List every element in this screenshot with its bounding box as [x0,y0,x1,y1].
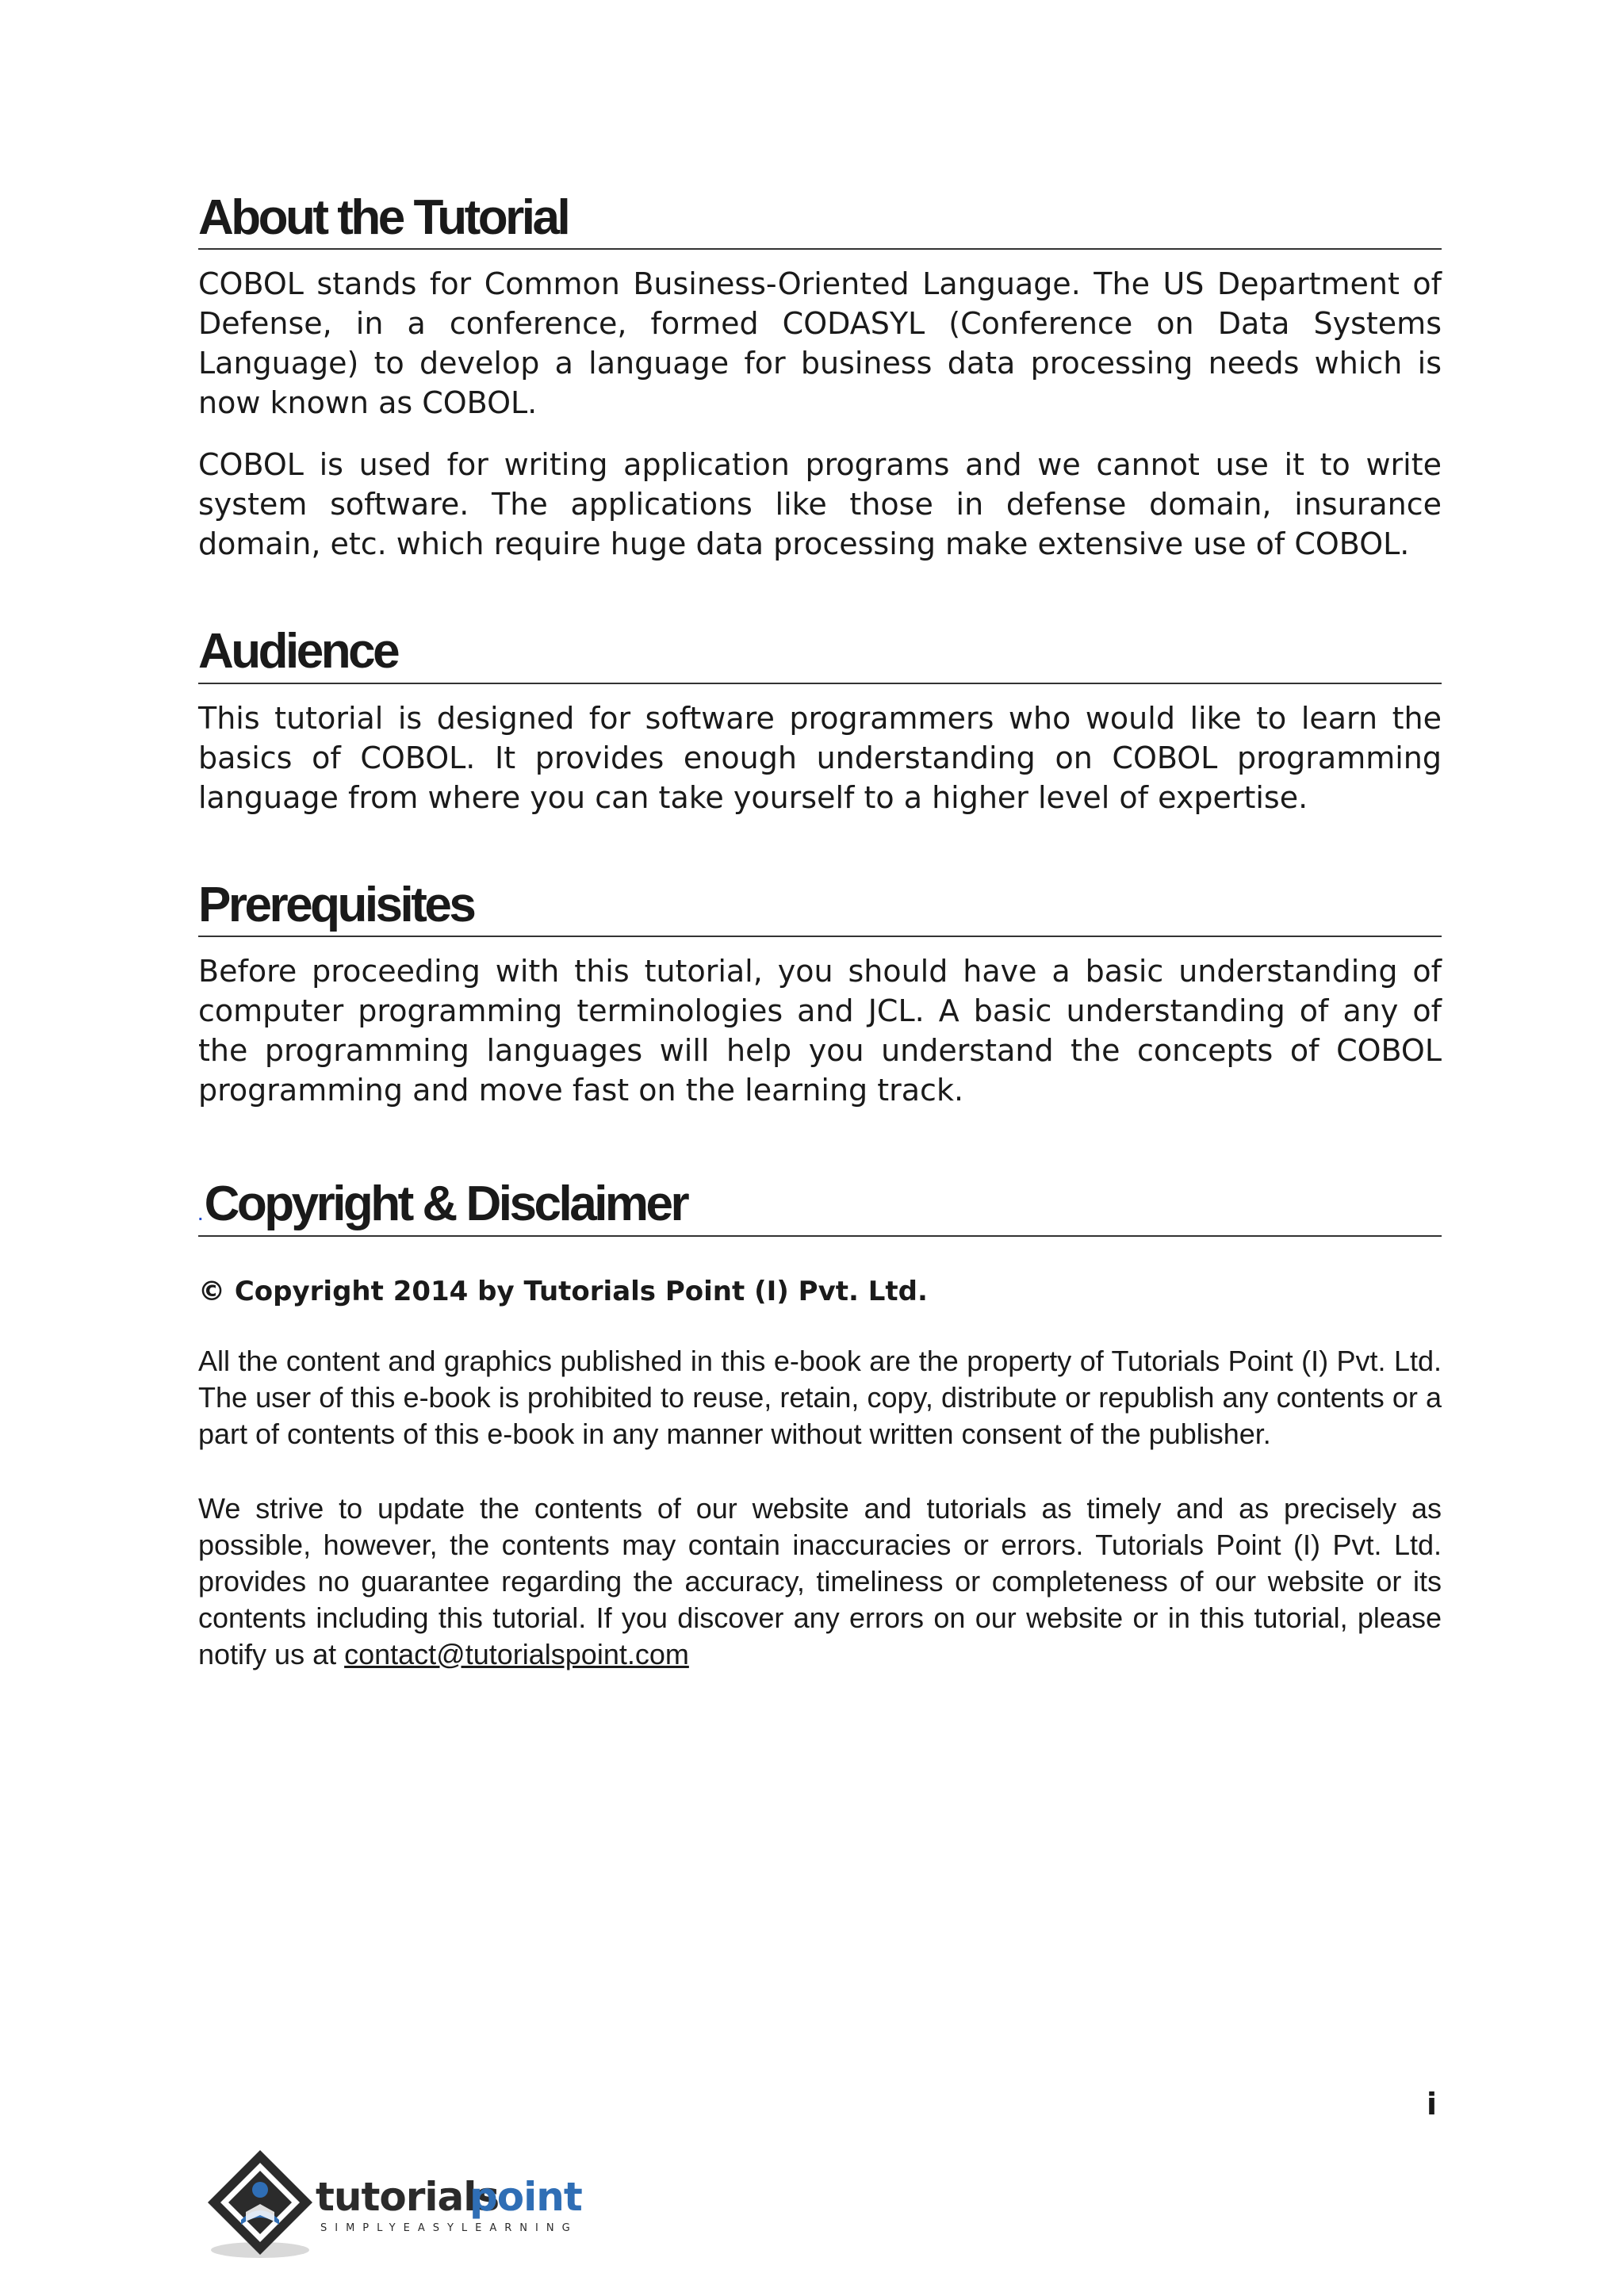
copyright-paragraph-1: All the content and graphics published in this e-book are the property of Tutorials Point (I) Pvt. Ltd. The user of this e-book is prohibited to reuse, retain, copy, distribute or republish any contents or a part of contents of this e-book in any manner without written consent of the publisher. [198,1344,1442,1450]
audience-paragraph: This tutorial is designed for software programmers who would like to learn the basics of COBOL. It provides enough understanding on COBOL programming language from where you can take yourself to a higher level of expertise. [198,700,1442,815]
copyright-paragraph-2 [198,1490,1442,1673]
contact-email-link[interactable]: contact@tutorialspoint.com [344,1637,689,1670]
about-paragraph-2: COBOL is used for writing application programs and we cannot use it to write system software. The applications like those in defense domain, insurance domain, etc. which require huge data processing make extensive use of COBOL. [198,447,1442,562]
logo-word-point: point [469,2174,582,2220]
logo-tagline: SIMPLYEASYLEARNING [320,2222,578,2234]
copyright-notice: © Copyright 2014 by Tutorials Point (I) Pvt. Ltd. [198,1275,928,1307]
heading-audience: Audience [198,624,1442,683]
heading-copyright-disclaimer [198,1177,1442,1236]
tutorialspoint-logo-icon [197,2145,609,2264]
copyright-paragraph-2-text: We strive to update the contents of our website and tutorials as timely and as precisely as possible, however, the contents may contain inaccuracies or errors. Tutorials Point (I) Pvt. Ltd. provides no guarantee regarding the accuracy, timeliness or completeness of our website or its contents including this tutorial. If you discover any errors on our website or in this tutorial, please notify us at [198,1491,1442,1670]
heading-anchor-marker[interactable]: . [198,1207,203,1225]
heading-about-the-tutorial: About the Tutorial [198,190,1442,250]
tutorialspoint-logo [197,2145,609,2264]
about-paragraph-1: COBOL stands for Common Business-Oriented Language. The US Department of Defense, in a conference, formed CODASYL (Conference on Data Systems Language) to develop a language for business data processing needs which is now known as COBOL. [198,266,1442,421]
page-content [198,190,1442,1673]
page-number: i [1426,2087,1437,2122]
logo-word-tutorials: tutorials [316,2174,500,2220]
heading-prerequisites: Prerequisites [198,878,1442,937]
prerequisites-paragraph: Before proceeding with this tutorial, you should have a basic understanding of computer programming terminologies and JCL. A basic understanding of any of the programming languages will help you understand the concepts of COBOL programming and move fast on the learning track. [198,954,1442,1108]
heading-copyright-text: Copyright & Disclaimer [204,1177,688,1232]
